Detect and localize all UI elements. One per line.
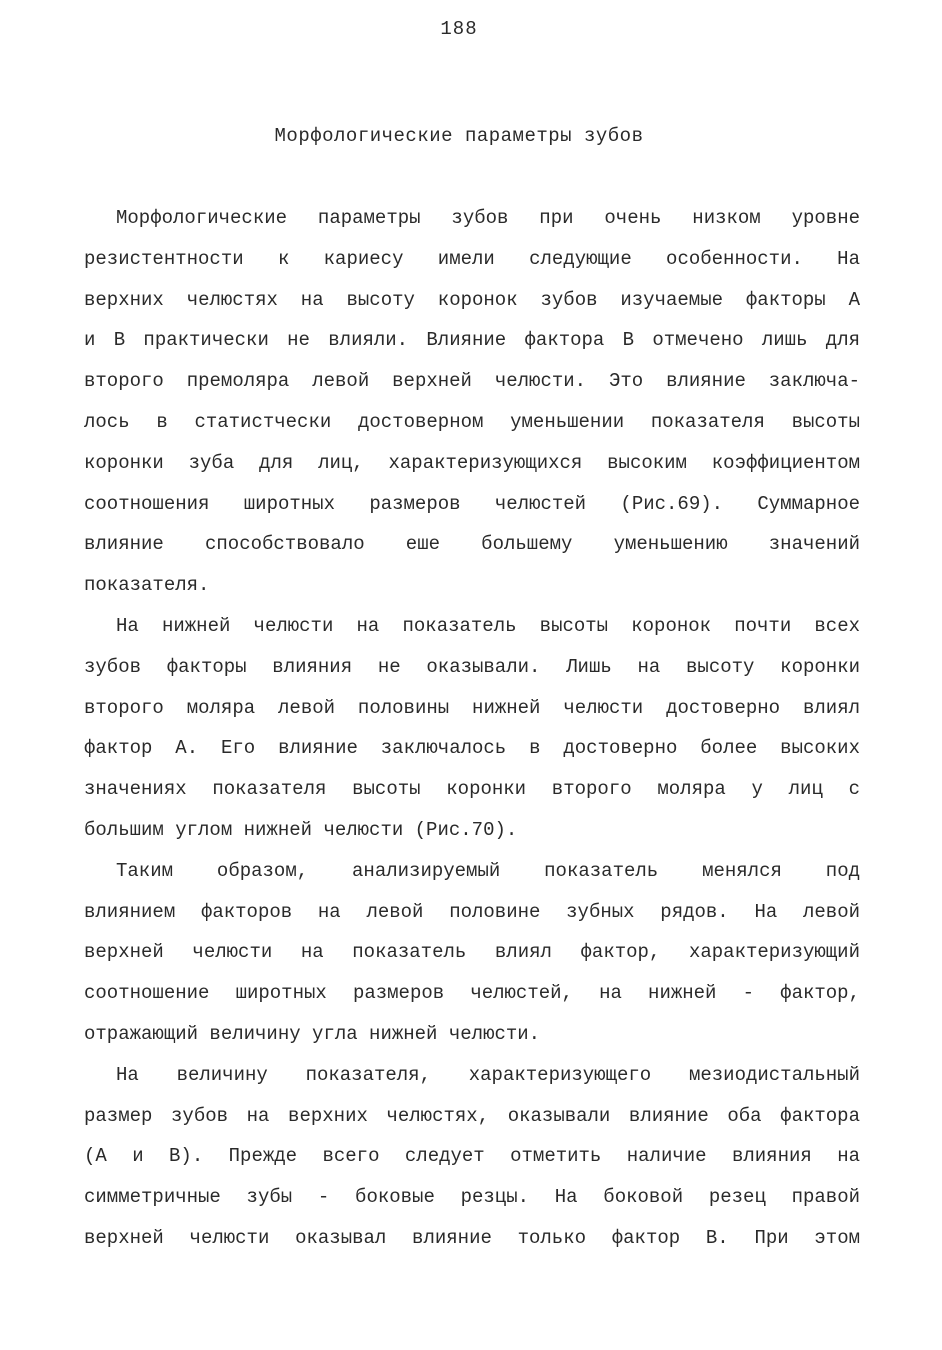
text-line: симметричные зубы - боковые резцы. На боковой резец правой xyxy=(84,1186,860,1209)
text-line: резистентности к кариесу имели следующие особенности. На xyxy=(84,247,860,270)
text-line: соотношения широтных размеров челюстей (Рис.69). Суммарное xyxy=(84,492,860,515)
text-line: отражающий величину угла нижней челюсти. xyxy=(84,1022,541,1045)
text-line: верхней челюсти оказывал влияние только фактор В. При этом xyxy=(84,1226,860,1249)
text-line: второго премоляра левой верхней челюсти. Это влияние заключа- xyxy=(84,370,860,393)
page-number: 188 xyxy=(440,18,478,40)
text-line: влияние способствовало еше большему уменьшению значений xyxy=(84,533,860,556)
text-line: влиянием факторов на левой половине зубных рядов. На левой xyxy=(84,900,860,923)
section-title: Морфологические параметры зубов xyxy=(274,125,644,147)
text-line: (А и В). Прежде всего следует отметить наличие влияния на xyxy=(84,1145,860,1168)
text-line: второго моляра левой половины нижней челюсти достоверно влиял xyxy=(84,696,860,719)
text-line: верхних челюстях на высоту коронок зубов изучаемые факторы А xyxy=(84,288,860,311)
paragraph xyxy=(84,1055,860,1259)
text-line: На величину показателя, характеризующего мезиодистальный xyxy=(116,1063,860,1086)
text-line: лось в статистчески достоверном уменьшении показателя высоты xyxy=(84,410,860,433)
text-line: На нижней челюсти на показатель высоты коронок почти всех xyxy=(116,614,860,637)
paragraph xyxy=(84,606,860,851)
paragraph xyxy=(84,198,860,606)
text-line: коронки зуба для лиц, характеризующихся высоким коэффициентом xyxy=(84,451,860,474)
text-line: размер зубов на верхних челюстях, оказывали влияние оба фактора xyxy=(84,1104,860,1127)
text-line: и В практически не влияли. Влияние фактора В отмечено лишь для xyxy=(84,329,860,352)
text-line: Таким образом, анализируемый показатель менялся под xyxy=(116,859,860,882)
text-line: зубов факторы влияния не оказывали. Лишь на высоту коронки xyxy=(84,655,860,678)
text-line: фактор А. Его влияние заключалось в достоверно более высоких xyxy=(84,737,860,760)
text-line: Морфологические параметры зубов при очень низком уровне xyxy=(116,207,860,229)
paragraph xyxy=(84,851,860,1055)
text-line: верхней челюсти на показатель влиял фактор, характеризующий xyxy=(84,941,860,964)
text-line: показателя. xyxy=(84,574,210,597)
text-line: большим углом нижней челюсти (Рис.70). xyxy=(84,818,518,841)
body-text xyxy=(84,198,860,1259)
text-line: значениях показателя высоты коронки второго моляра у лиц с xyxy=(84,778,860,801)
text-line: соотношение широтных размеров челюстей, на нижней - фактор, xyxy=(84,982,860,1005)
